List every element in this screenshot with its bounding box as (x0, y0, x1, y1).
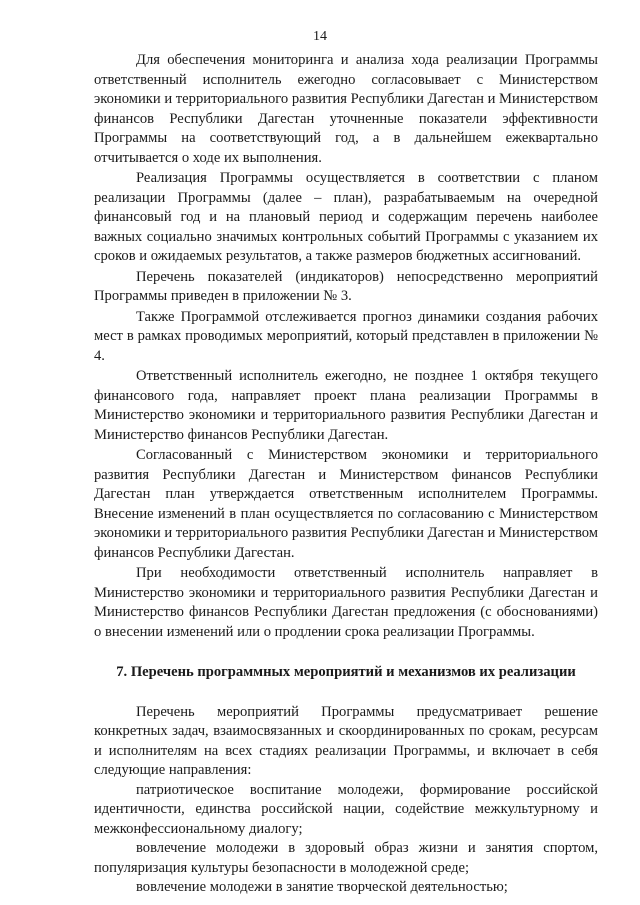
paragraph: Для обеспечения мониторинга и анализа хода реализации Программы ответственный исполнитель ежегодно согласовывает с Министерством экономики и территориального развития Республики Дагестан и Министерством финансов Республики Дагестан уточненные показатели эффективности Программы на соответствующий год, а в дальнейшем ежеквартально отчитывается о ходе их выполнения. (94, 52, 598, 166)
section-intro-paragraph: Перечень мероприятий Программы предусматривает решение конкретных задач, взаимосвязанных и скоординированных по срокам, ресурсам и исполнителям на всех стадиях реализации Программы, и включает в себя следующие направления: (94, 703, 598, 778)
paragraph: Перечень показателей (индикаторов) непосредственно мероприятий Программы приведен в приложении № 3. (94, 268, 598, 304)
document-body (94, 51, 598, 898)
paragraph: Согласованный с Министерством экономики и территориального развития Республики Дагестан и Министерством финансов Республики Дагестан план утверждается ответственным исполнителем Программы. Внесение изменений в план осуществляется по согласованию с Министерством экономики и территориального развития Республики Дагестан и Министерством финансов Республики Дагестан. (94, 447, 598, 561)
direction-item: вовлечение молодежи в занятие творческой деятельностью; (136, 879, 508, 895)
paragraph: Ответственный исполнитель ежегодно, не позднее 1 октября текущего финансового года, направляет проект плана реализации Программы в Министерство экономики и территориального развития Республики Дагестан и Министерство финансов Республики Дагестан. (94, 368, 598, 443)
direction-item: патриотическое воспитание молодежи, формирование российской идентичности, единства российской нации, содействие межкультурному и межконфессиональному диалогу; (94, 781, 598, 837)
paragraph: Реализация Программы осуществляется в соответствии с планом реализации Программы (далее – план), разрабатываемым на очередной финансовый год и на плановый период и содержащим перечень наиболее важных социально значимых контрольных событий Программы с указанием их сроков и ожидаемых результатов, а также размеров бюджетных ассигнований. (94, 170, 598, 264)
paragraph: Также Программой отслеживается прогноз динамики создания рабочих мест в рамках проводимых мероприятий, который представлен в приложении № 4. (94, 308, 598, 364)
page-number: 14 (313, 29, 327, 44)
direction-item: вовлечение молодежи в здоровый образ жизни и занятия спортом, популяризация культуры безопасности в молодежной среде; (94, 840, 598, 876)
section-heading: 7. Перечень программных мероприятий и механизмов их реализации (116, 664, 576, 680)
paragraph: При необходимости ответственный исполнитель направляет в Министерство экономики и территориального развития Республики Дагестан и Министерство финансов Республики Дагестан предложения (с обоснованиями) о внесении изменений или о продлении срока реализации Программы. (94, 565, 598, 640)
